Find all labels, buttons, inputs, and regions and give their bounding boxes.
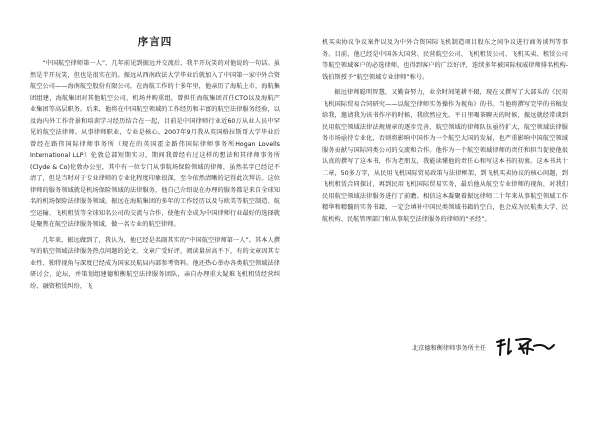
preface-title: 序言四	[137, 36, 173, 48]
paragraph-2: 几年来，振远做到了，我认为，他已经是名副其实的“中国航空律师第一人”。其本人撰写的航空领域法律服务热点问题的论文、文章广受好评，阅读量居高不下，有的文章因其专业性、独特视角与深度已经成为国家民航局内部参考资料。他还热心举办各类航空领域法律研讨会，论坛，并策划组建德和衡航空法律服务团队，亲自办理重大疑难飞机租赁经营纠纷、融资租赁纠纷，飞	[30, 236, 280, 290]
preface-page-right	[300, 0, 600, 423]
signature-text: 北京德和衡律师事务所主任	[412, 344, 487, 352]
signature-block	[412, 336, 556, 358]
paragraph-1: “中国航空律师第一人”，几年前见到振远并交流后，我半开玩笑的对他说的一句话。虽然是半开玩笑，但也是很实在的。振远从西南政法大学毕业后就加入了中国第一家中外合资航空公司——海南航空股份有限公司，在海航工作的十多年里，他亲历了海航上市，海航集团组建，海航集团对其他航空公司、机场并购重组，曾担任海航集团首任CTO以及海航产业集团等高层职务。后来，他将在中国航空领域的工作经历和丰富的航空法律服务经验，以及海内外工作背景和培训学习经历结合在一起，目前是中国律师行业近60万从业人员中罕见的航空法律师。从事律师职业，专业是核心。2007年9月我从英国格拉斯哥大学毕业后曾经在路伟国际律师事务所（现在的英国霍金路伟国际律师事务所Hogan Lovells International LLP）伦敦总部短期实习，期间我曾经有过这样的想法和其律师事务所(Clyde & Co)伦敦办公室，其中有一位专门从事航场保险领域的律师，虽然名字已经记不清了，但是当时对于专业律师的专业化程度印象很深，至今依然清晰的记得此次拜访。这位律师的服务领域就是机场保险领域的法律服务，他自己介绍说在办理的服务都是来自全球知名的机场保险法律服务领域。振远在海航集团的多年的工作经历以及与欧美等航空制造、航空运输、飞机租赁等全球知名公司的交流与合作，使他有幸成为中国律师行业最好的选择就是聚焦在航空法律服务领域，做一名专业的航空律师。	[30, 60, 280, 228]
handwritten-signature-image	[494, 336, 556, 358]
paragraph-4: 振远律师聪明智慧，又勤奋努力，业余时间笔耕不辍，现在又撰写了大部头的《民用飞机国际贸易合同研究——以航空律师实务操作为视角》的书。当他将撰写完毕的书稿发给我，邀请我为该书作序的时候，我欣然应允。平日里喝茶聊天的时候，振远就经常谈到民用航空领域法律法规规章的逐步完善，航空领域的律师队伍亟待扩大，航空领域法律服务市场亟待专业化，否则将影响中国作为一个航空大国的发展，也严重影响中国航空领域服务贡献与国际同类公司的交流和合作。他作为一个航空领域律师的责任和担当促使他很认真的撰写了这本书，作为老朋友，我能读懂他的责任心和写这本书的初衷。这本书共十二章，50多万字，从民用飞机国际贸易政策与法律框架，到飞机买卖协议的核心问题，到飞机租赁合同探讨，再到民用飞机国际贸易实务，最后他从航空专业律师的视角，对我们民用航空领域法律服务进行了前瞻。相信这本凝聚着振远律师二十年来从事航空领域工作精华和精髓的实务书籍，一定会填补中国民类领域书籍的空白，也会成为民航类大学、民航机构、民航管理部门和从事航空法律服务的律师的“圣经”。	[322, 89, 568, 223]
paragraph-3: 机买卖协议争议案件以及为中外合资国际飞机制造项目股东之间争议进行商务谈判等事务。目前，他已经是中国各大国营、民营航空公司、飞机租赁公司、飞机买卖、租赁公司等航空领域客户的必选律师，也得到客户的广泛好评，连续多年被国际权威律师排名机构-钱伯斯授予“航空领域专业律师”称号。	[322, 39, 568, 81]
